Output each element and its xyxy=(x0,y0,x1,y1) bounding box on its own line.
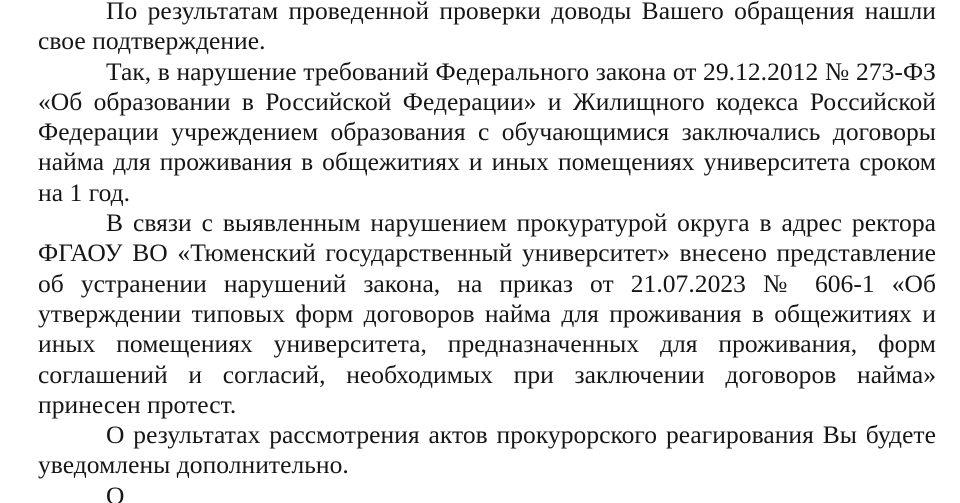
paragraph-violation: Так, в нарушение требований Федерального закона от 29.12.2012 № 273-ФЗ «Об образовании в Российской Федерации» и Жилищного кодекса Российской Федерации учреждением образования с обучающимися заключались договоры найма для проживания в общежитиях и иных помещениях университета сроком на 1 год. xyxy=(38,56,936,207)
paragraph-inspection-result: По результатам проведенной проверки доводы Вашего обращения нашли свое подтверждение. xyxy=(38,0,936,56)
paragraph-notification: О результатах рассмотрения актов прокурорского реагирования Вы будете уведомлены дополнительно. xyxy=(38,420,936,480)
letter-body xyxy=(38,0,936,503)
paragraph-truncated: О xyxy=(106,480,125,503)
paragraph-prosecutor-response: В связи с выявленным нарушением прокуратурой округа в адрес ректора ФГАОУ ВО «Тюменский государственный университет» внесено представление об устранении нарушений закона, на приказ от 21.07.2023 № 606-1 «Об утверждении типовых форм договоров найма для проживания в общежитиях и иных помещениях университета, предназначенных для проживания, форм соглашений и согласий, необходимых при заключении договоров найма» принесен протест. xyxy=(38,208,936,419)
